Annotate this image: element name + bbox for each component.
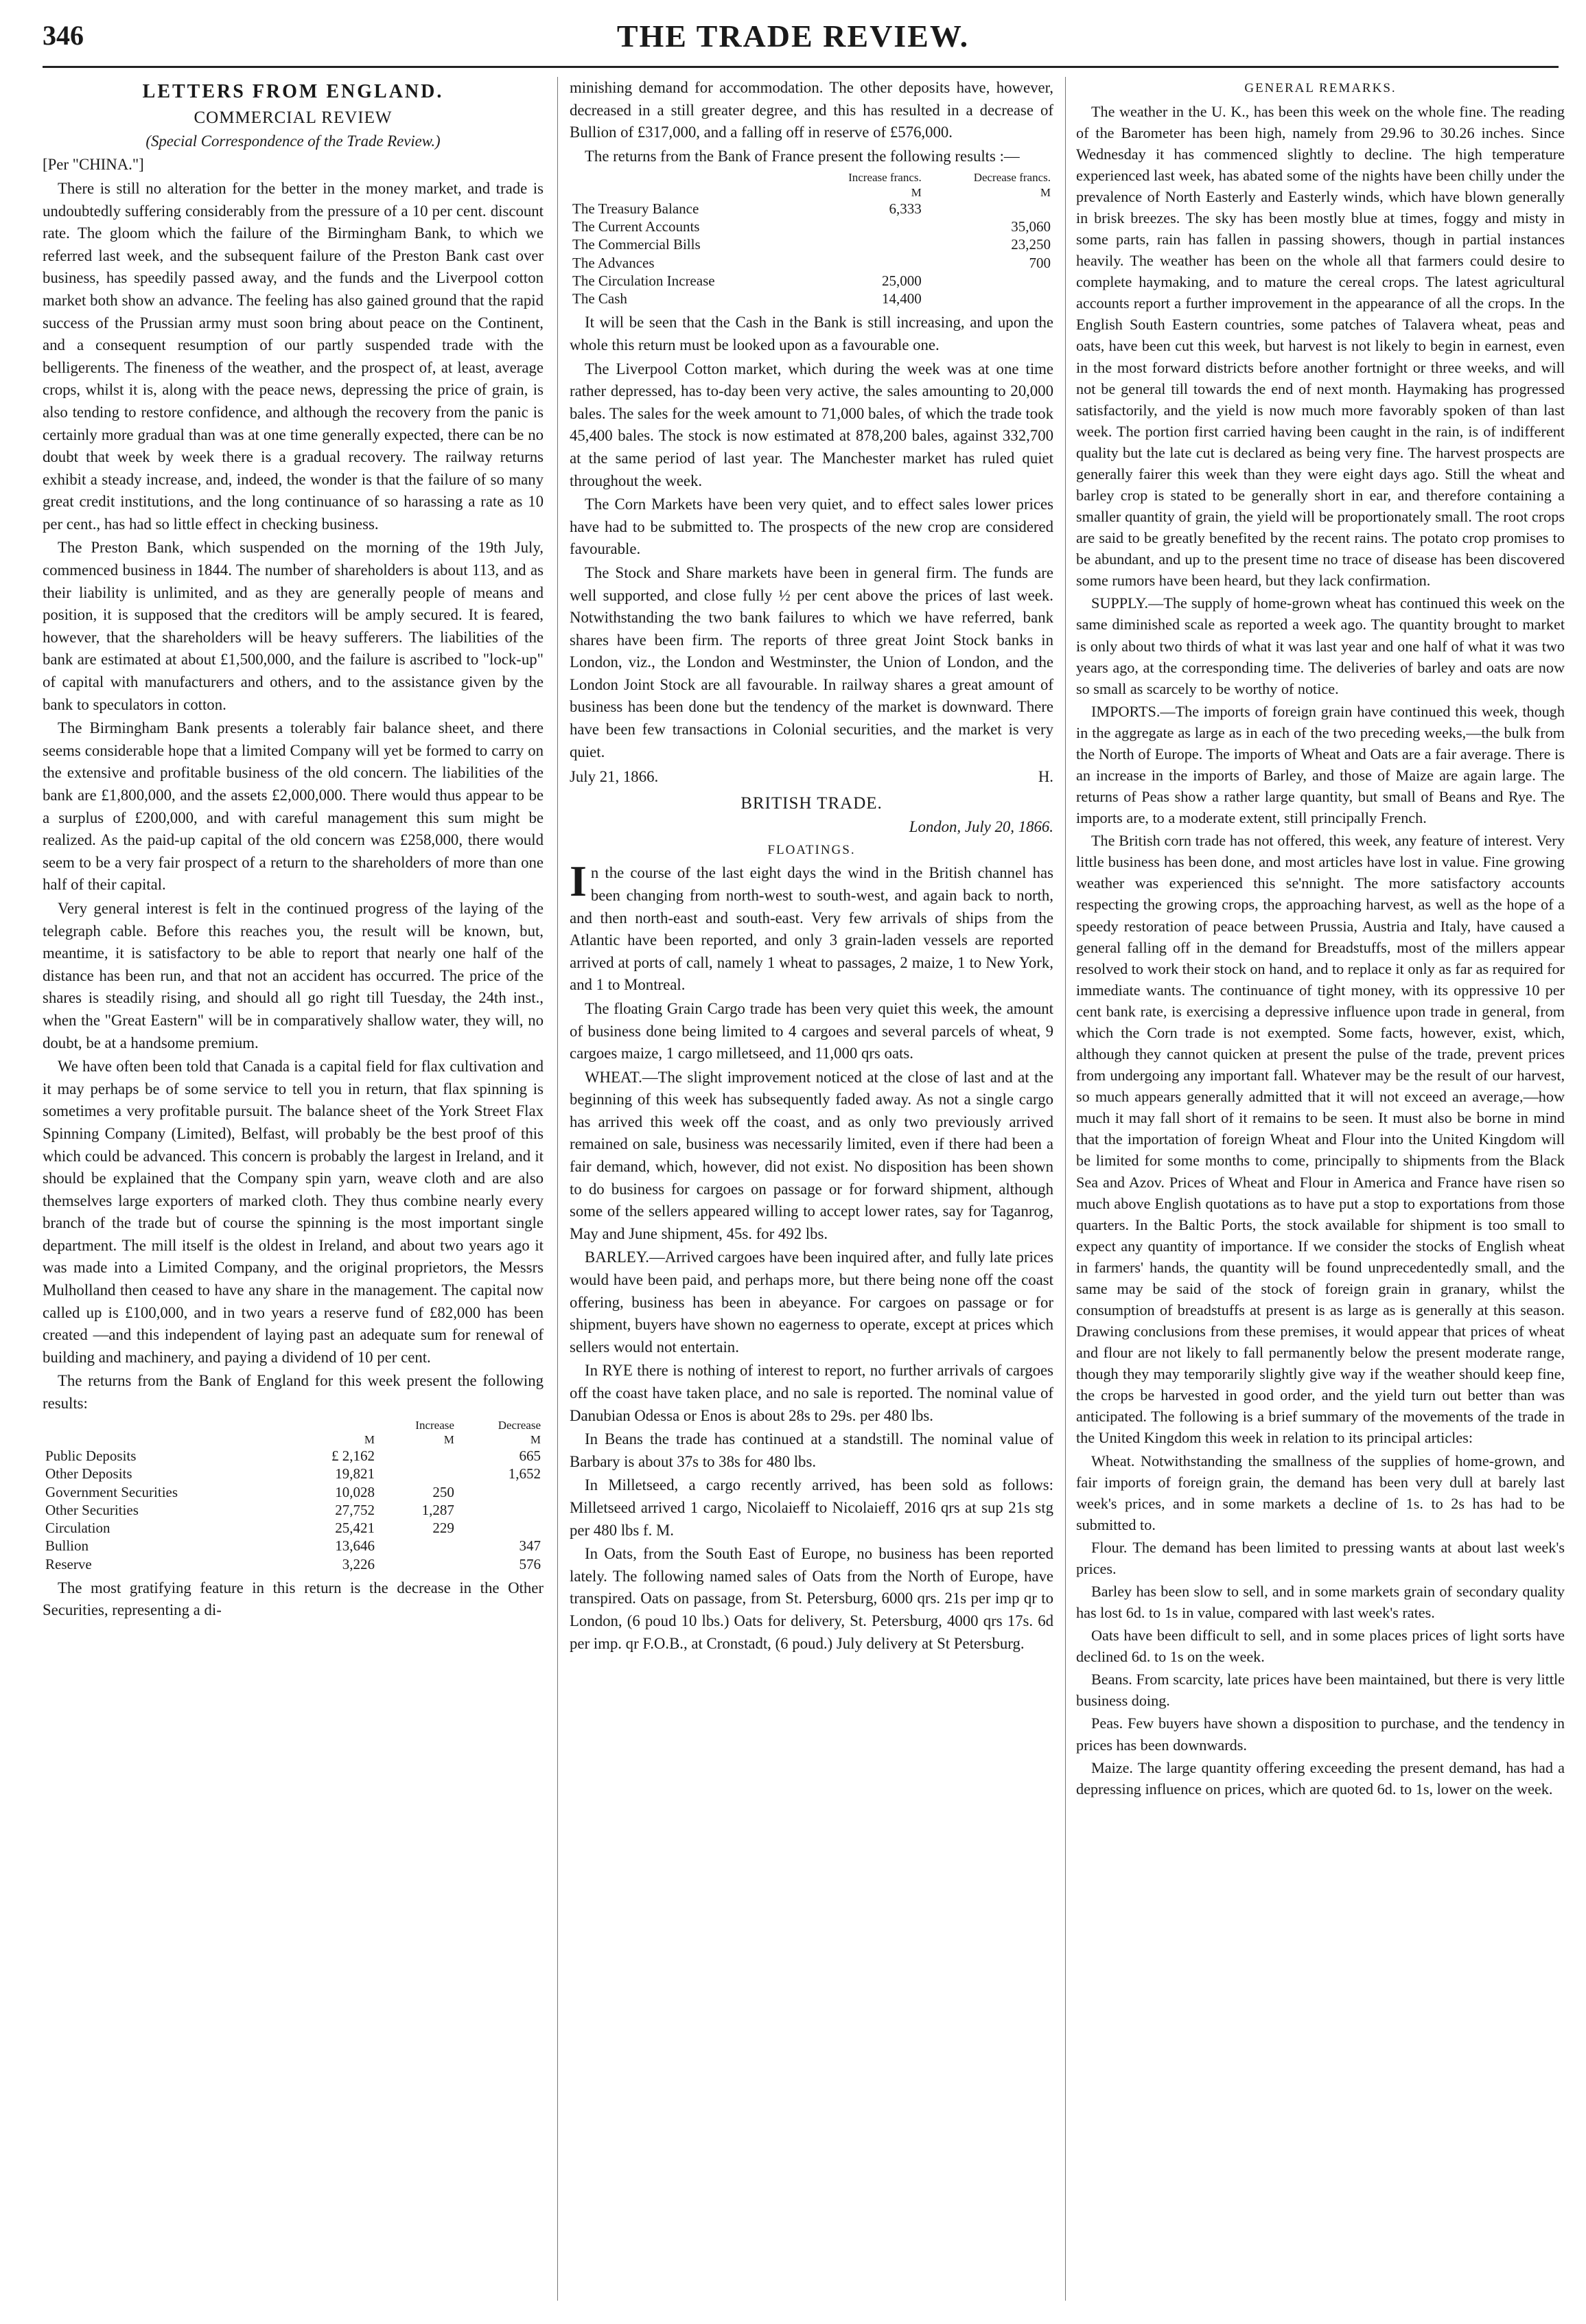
paragraph: In Milletseed, a cargo recently arrived, has been sold as follows: Milletseed arrived 1 cargo, Nicolaieff to Nicolaieff, 2016 qrs at sup 21s stg per 480 lbs f. M. (570, 1476, 1053, 1539)
table-header (570, 170, 801, 185)
paragraph: The Preston Bank, which suspended on the morning of the 19th July, commenced business in 1844. The number of shareholders is about 113, and as their liability is unlimited, and as they are generally people of means and position, it is supposed that the creditors will be amply secured. It is feared, however, that the shareholders will be heavy sufferers. The liabilities of the bank are estimated at about £1,500,000, and the failure is ascribed to "lock-up" of capital with manufacturers and others, and to the assistance given by the bank to speculators in cotton. (43, 539, 544, 713)
table-row (43, 1501, 544, 1519)
paragraph: IMPORTS.—The imports of foreign grain have continued this week, though in the aggregate as large as in each of the two preceding weeks,—the bulk from the North of Europe. The imports of Wheat and Oats are a fair average. There is an increase in the imports of Barley, and those of Maize are again large. The returns of Peas show a rather large quantity, but small of Beans and Rye. The imports are, to a moderate extent, still principally French. (1076, 702, 1565, 827)
paragraph: WHEAT.—The slight improvement noticed at the close of last and at the beginning of this week has subsequently faded away. As not a single cargo has arrived this week off the coast, and as only two previously arrived remained on sale, business was necessarily limited, even if there had been a fair demand, which, however, did not exist. No disposition has been shown to do business for cargoes on passage or for forward shipment, although some of the sellers appeared willing to accept lower rates, say for Taganrog, May and June shipment, 45s. for 492 lbs. (570, 1068, 1053, 1242)
column-letters-from-england (43, 77, 544, 2308)
column-continued-british-trade (570, 77, 1053, 2308)
table-row (570, 200, 1053, 218)
paragraph: The Liverpool Cotton market, which during the week was at one time rather depressed, has to-day been very active, the sales amounting to 20,000 bales. The sales for the week amount to 71,000 bales, of which the trade took 45,400 bales. The stock is now estimated at 878,200 bales, against 332,700 at the same period of last year. The Manchester market has ruled quiet throughout the week. (570, 360, 1053, 489)
paragraph: Oats have been difficult to sell, and in some places prices of light sorts have declined 6d. to 1s on the week. (1076, 1627, 1565, 1666)
table-row (43, 1537, 544, 1555)
bank-of-england-table (43, 1418, 544, 1573)
table-header (43, 1418, 290, 1432)
article-subheading: COMMERCIAL REVIEW (194, 108, 393, 128)
table-cell: The Commercial Bills (572, 236, 701, 253)
paragraph: In Oats, from the South East of Europe, no business has been reported lately. The following named sales of Oats from the North of Europe, have transpired. Oats on passage, from St. Petersburg, 6000 qrs. 21s per imp qr to London, (6 poud 10 lbs.) Oats for delivery, St. Petersburg, 4000 qrs 17s. 6d per imp. qr F.O.B., at Cronstadt, (6 poud.) July delivery at St Petersburg. (570, 1545, 1053, 1652)
table-cell: £ 2,162 (331, 1448, 375, 1465)
table-cell: Circulation (45, 1520, 110, 1537)
table-row (43, 1555, 544, 1573)
article-heading: BRITISH TRADE. (740, 793, 883, 813)
paragraph: Very general interest is felt in the continued progress of the laying of the telegraph cable. Before this reaches you, the result will be known, but, meantime, it is satisfactory to be able to report that nearly one half of the distance has been run, and that not an accident has occurred. The price of the shares is steadily rising, and should all go right till Tuesday, the 24th inst., when the "Great Eastern" will be in comparatively shallow water, they will, no doubt, be at a handsome premium. (43, 899, 544, 1051)
table-cell: Other Deposits (45, 1465, 132, 1483)
paragraph: The Birmingham Bank presents a tolerably fair balance sheet, and there seems considerable hope that a limited Company will yet be formed to carry on the extensive and profitable business of the old concern. The liabilities of the bank are £1,800,000, and the assets £2,000,000. There would thus appear to be a surplus of £200,000, and with careful management this sum might be realized. As the paid-up capital of the old concern was £258,000, there would seem to be a very fair prospect of a return to the shareholders of more than one half of their capital. (43, 719, 544, 894)
paragraph: SUPPLY.—The supply of home-grown wheat has continued this week on the same diminished scale as reported a week ago. The quantity brought to market is only about two thirds of what it was last year and one half of what it was two years ago, at the corresponding time. The deliveries of barley and oats are now so small as scarcely to be worthy of notice. (1076, 594, 1565, 697)
table-units-row (570, 185, 1053, 200)
table-header: Decrease francs. (973, 171, 1051, 185)
table-cell: Reserve (45, 1555, 92, 1572)
paragraph: The returns from the Bank of France present the following results :— (585, 147, 1020, 165)
table-unit: M (911, 185, 922, 199)
table-cell: 19,821 (335, 1465, 375, 1483)
table-row (570, 218, 1053, 235)
table-header-row (43, 1418, 544, 1432)
drop-cap: I (570, 857, 587, 906)
table-cell: 25,000 (881, 272, 922, 289)
paragraph-text: n the course of the last eight days the wind in the British channel has been changing from north-west to south-west, and again back to north, and then north-east and south-east. Very few arrivals of ships from the Atlantic have been reported, and only 3 grain-laden vessels are reported arrived at ports of call, namely 1 wheat to passages, 2 maize, 1 to New York, and 1 to Montreal. (570, 864, 1053, 994)
table-cell: 700 (1029, 254, 1051, 271)
table-row (43, 1483, 544, 1501)
section-heading: FLOATINGS. (767, 843, 856, 858)
table-cell: 10,028 (335, 1483, 375, 1500)
table-cell: 665 (519, 1448, 541, 1465)
table-header: Increase (415, 1418, 454, 1432)
paragraph: In Beans the trade has continued at a standstill. The nominal value of Barbary is about 37s to 38s for 480 lbs. (570, 1430, 1053, 1470)
table-cell: 1,652 (508, 1465, 541, 1483)
paragraph: The Corn Markets have been very quiet, and to effect sales lower prices have had to be submitted to. The prospects of the new crop are considered favourable. (570, 496, 1053, 558)
paragraph: Beans. From scarcity, late prices have been maintained, but there is very little business doing. (1076, 1671, 1565, 1710)
paragraph: The returns from the Bank of England for this week present the following results: (43, 1372, 544, 1413)
signoff (570, 766, 1053, 789)
table-cell: 1,287 (421, 1501, 454, 1518)
table-cell: The Circulation Increase (572, 272, 715, 289)
paragraph: Maize. The large quantity offering exceeding the present demand, has had a depressing influence on prices, which are quoted 6d. to 1s, lower on the week. (1076, 1758, 1565, 1798)
table-cell: The Treasury Balance (572, 200, 699, 217)
paragraph: The weather in the U. K., has been this week on the whole fine. The reading of the Barometer has been high, namely from 29.96 to 30.26 inches. Since Wednesday it has commenced slightly to decline. The high temperature experienced last week, has abated some of the nights have been chilly under the prevalence of North Easterly and Easterly winds, which have blown generally in brisk breezes. The sky has been mostly blue at times, foggy and misty in some parts, rain has fallen in passing showers, though in partial instances heavily. The weather has been on the whole all that farmers could desire to complete haymaking, and to mature the cereal crops. The latest agricultural accounts report a further improvement in the appearance of all the crops. In the English South Eastern countries, some patches of Talavera wheat, peas and oats, have been cut this week, but harvest is not likely to begin in earnest, even in the most forward districts before another fortnight or three weeks, and will not be general till towards the end of next month. Haymaking has progressed satisfactorily, and the yield is now much more favorably spoken of than last week. The portion first carried having been caught in the rain, is of indifferent quality but the late cut is declared as being very fine. The harvest prospects are generally fairer this week than they were eight days ago. Still the wheat and barley crop is stated to be generally short in ear, and therefore containing a smaller quantity of grain, the yield will be proportionately small. The root crops are said to be greatly benefited by the recent rains. The potato crop promises to be abundant, and up to the present time no trace of disease has been discovered some rumors have been heard, but they lack confirmation. (1076, 102, 1565, 590)
paragraph: We have often been told that Canada is a capital field for flax cultivation and it may perhaps be of some service to tell you in return, that flax spinning is sometimes a very profitable pursuit. The balance sheet of the York Street Flax Spinning Company (Limited), Belfast, will probably be the best proof of this which could be advanced. This concern is probably the largest in Ireland, and it should be explained that the Company spin yarn, weave cloth and are also themselves large exporters of marked cloth. They thus combine nearly every branch of the trade but of course the spinning is the most important single department. The mill itself is the oldest in Ireland, and about two years ago it was made into a Limited Company, and the original proprietors, the Messrs Mulholland then ceased to have any share in the management. The capital now called up is £100,000, and in two years a reserve fund of £82,000 has been created —and this independent of laying past an adequate sum for renewal of building and machinery, and paying a dividend of 10 per cent. (43, 1058, 544, 1366)
paragraph: In RYE there is nothing of interest to report, no further arrivals of cargoes off the coast have taken place, and no sale is reported. The nominal value of Danubian Odessa or Enos is about 28s to 29s. per 480 lbs. (570, 1362, 1053, 1424)
correspondent-line: (Special Correspondence of the Trade Review.) (145, 132, 441, 150)
paragraph: Peas. Few buyers have shown a disposition to purchase, and the tendency in prices has been downwards. (1076, 1715, 1565, 1754)
table-row (43, 1465, 544, 1483)
table-cell: 23,250 (1011, 236, 1051, 253)
table-cell: Other Securities (45, 1501, 139, 1518)
table-row (43, 1447, 544, 1465)
page-number: 346 (43, 20, 84, 51)
table-cell (924, 290, 1053, 307)
table-cell: The Cash (572, 290, 627, 307)
table-cell: 6,333 (889, 200, 922, 217)
table-unit (570, 185, 801, 200)
table-cell: Government Securities (45, 1483, 178, 1500)
paragraph: The floating Grain Cargo trade has been very quiet this week, the amount of business done being limited to 4 cargoes and several parcels of wheat, 9 cargoes maize, 1 cargo milletseed, and 11,000 qrs oats. (570, 999, 1053, 1062)
table-cell (924, 200, 1053, 218)
table-row (570, 254, 1053, 272)
section-heading: GENERAL REMARKS. (1244, 81, 1397, 95)
table-cell: 27,752 (335, 1501, 375, 1518)
table-cell (377, 1555, 457, 1573)
column-general-remarks (1076, 77, 1565, 2308)
dateline: London, July 20, 1866. (909, 817, 1053, 835)
table-row (570, 272, 1053, 290)
paragraph: minishing demand for accommodation. The other deposits have, however, decreased in a still greater degree, and this has resulted in a decrease of Bullion of £317,000, and a falling off in reserve of £576,000. (570, 79, 1053, 141)
table-unit: M (530, 1432, 541, 1446)
paragraph: Barley has been slow to sell, and in some markets grain of secondary quality has lost 6d. to 1s in value, compared with last week's rates. (1076, 1582, 1565, 1622)
table-header: Increase francs. (848, 171, 922, 185)
table-cell: 229 (432, 1520, 454, 1537)
table-cell (801, 218, 924, 235)
paragraph (570, 857, 1053, 997)
table-header: Decrease (498, 1418, 541, 1432)
table-row (570, 290, 1053, 307)
table-cell: 347 (519, 1537, 541, 1555)
table-unit: M (443, 1432, 454, 1446)
paragraph: The Stock and Share markets have been in general firm. The funds are well supported, and close fully ½ per cent above the prices of last week. Notwithstanding the two bank failures to which we have referred, bank shares have been firm. The reports of three great Joint Stock banks in London, viz., the London and Westminster, the Union of London, and the London Joint Stock are all favourable. In railway shares a great amount of business has been done but the tendency of the market is downward. There have been few transactions in Colonial securities, and the market is very quiet. (570, 563, 1053, 760)
table-cell: 25,421 (335, 1520, 375, 1537)
table-cell (801, 235, 924, 253)
table-unit: M (1040, 185, 1051, 199)
header-rule (43, 66, 1559, 68)
table-cell (377, 1447, 457, 1465)
bank-of-france-table (570, 170, 1053, 307)
table-cell: The Current Accounts (572, 218, 700, 235)
table-cell (924, 272, 1053, 290)
table-cell (377, 1537, 457, 1555)
paragraph: There is still no alteration for the better in the money market, and trade is undoubtedly suffering considerably from the pressure of a 10 per cent. discount rate. The gloom which the failure of the Birmingham Bank, to which we referred last week, and the subsequent failure of the Preston Bank cast over business, has speedily passed away, and the funds and the Liverpool cotton market both show an advance. The feeling has also gained ground that the rapid success of the Prussian army must soon bring about peace on the Continent, and a consequent resumption of our partly suspended trade with the belligerents. The fineness of the weather, and the prospect of, at least, average crops, whilst it is, along with the peace news, depressing the price of grain, is also tending to restore confidence, and although the recovery from the panic is certainly more gradual than was at one time generally expected, there can be no doubt that week by week there is a gradual recovery. The railway returns exhibit a steady increase, and, indeed, the wonder is that the failure of so many great credit institutions, and the long continuance of so harassing a rate as 10 per cent., has had so little effect in checking business. (43, 179, 544, 533)
table-header-row (570, 170, 1053, 185)
paragraph: Flour. The demand has been limited to pressing wants at about last week's prices. (1076, 1538, 1565, 1577)
table-cell: 250 (432, 1483, 454, 1500)
table-header (290, 1418, 377, 1432)
masthead-title: THE TRADE REVIEW. (616, 19, 970, 54)
table-cell (457, 1483, 544, 1501)
table-cell (801, 254, 924, 272)
table-cell: Public Deposits (45, 1448, 137, 1465)
column-divider (1065, 77, 1066, 2301)
table-cell: 35,060 (1011, 218, 1051, 235)
table-cell: 576 (519, 1555, 541, 1572)
paragraph: The British corn trade has not offered, this week, any feature of interest. Very little business has been done, and most articles have lost in value. Fine growing weather was experienced this se'nnight. The more satisfactory accounts respecting the growing crops, the approaching harvest, as well as the hope of a speedy restoration of peace between Prussia, Austria and Italy, have caused a general falling off in the demand for Breadstuffs, most of the millers appear resolved to work their stock on hand, and to replace it only as far as required for immediate wants. The continuance of tight money, with its oppressive 10 per cent bank rate, is exercising a depressive influence upon trade in general, from which the Corn trade is not exempted. Some facts, however, exist, which, although they cannot quicken at present the pulse of the trade, prevent prices from undergoing any important fall. Whatever may be the result of our harvest, so much appears generally admitted that it will not exceed an average,—how much it may fall short of it remains to be seen. It must also be borne in mind that the importation of foreign Wheat and Flour into the United Kingdom will be limited for some months to come, principally to shipments from the Black Sea and Azov. Prices of Wheat and Flour in America and France have risen so much above English quotations as to have put a stop to exportations from those quarters. In the Baltic Ports, the stock available for shipment is too small to expect any quantity of importance. If we consider the stocks of English wheat in farmers' hands, the quantity will be found unprecedentedly small, and the same may be said of the stock of foreign grain in granary, whilst the consumption of breadstuffs at present is as large as is generally at this season. Drawing conclusions from these premises, it would appear that prices of wheat and flour are not likely to fall permanently below the present moderate range, though they may temporarily slightly give way if the weather should keep fine, the crops be harvested in good order, and the yield turn out better than was anticipated. The following is a brief summary of the movements of the trade in the United Kingdom this week in relation to its principal articles: (1076, 832, 1565, 1447)
per-line: [Per "CHINA."] (43, 156, 144, 174)
table-cell (457, 1519, 544, 1537)
table-cell (457, 1501, 544, 1519)
column-divider (557, 77, 558, 2301)
paragraph: It will be seen that the Cash in the Bank is still increasing, and upon the whole this return must be looked upon as a favourable one. (570, 314, 1053, 353)
signoff-initial: H. (1038, 768, 1053, 786)
table-cell (377, 1465, 457, 1483)
table-cell: 13,646 (335, 1537, 375, 1555)
paragraph: BARLEY.—Arrived cargoes have been inquired after, and fully late prices would have been paid, and perhaps more, but there being none off the coast offering, business has been in abeyance. For cargoes on passage or for shipment, buyers have shown no eagerness to operate, except at prices which sellers would not entertain. (570, 1248, 1053, 1356)
table-cell: The Advances (572, 254, 655, 271)
article-heading: LETTERS FROM ENGLAND. (142, 81, 444, 102)
table-cell: Bullion (45, 1537, 89, 1555)
paragraph: The most gratifying feature in this return is the decrease in the Other Securities, representing a di- (43, 1579, 544, 1619)
paragraph: Wheat. Notwithstanding the smallness of the supplies of home-grown, and fair imports of foreign grain, the demand has been very dull at barely last week's prices, and in some markets a decline of 1s. to 2s has had to be submitted to. (1076, 1452, 1565, 1533)
table-cell: 14,400 (881, 290, 922, 307)
table-unit: M (364, 1432, 375, 1446)
table-units-row (43, 1432, 544, 1447)
table-unit (43, 1432, 290, 1447)
table-cell: 3,226 (342, 1555, 375, 1572)
table-row (570, 235, 1053, 253)
table-row (43, 1519, 544, 1537)
signoff-date: July 21, 1866. (570, 768, 659, 786)
